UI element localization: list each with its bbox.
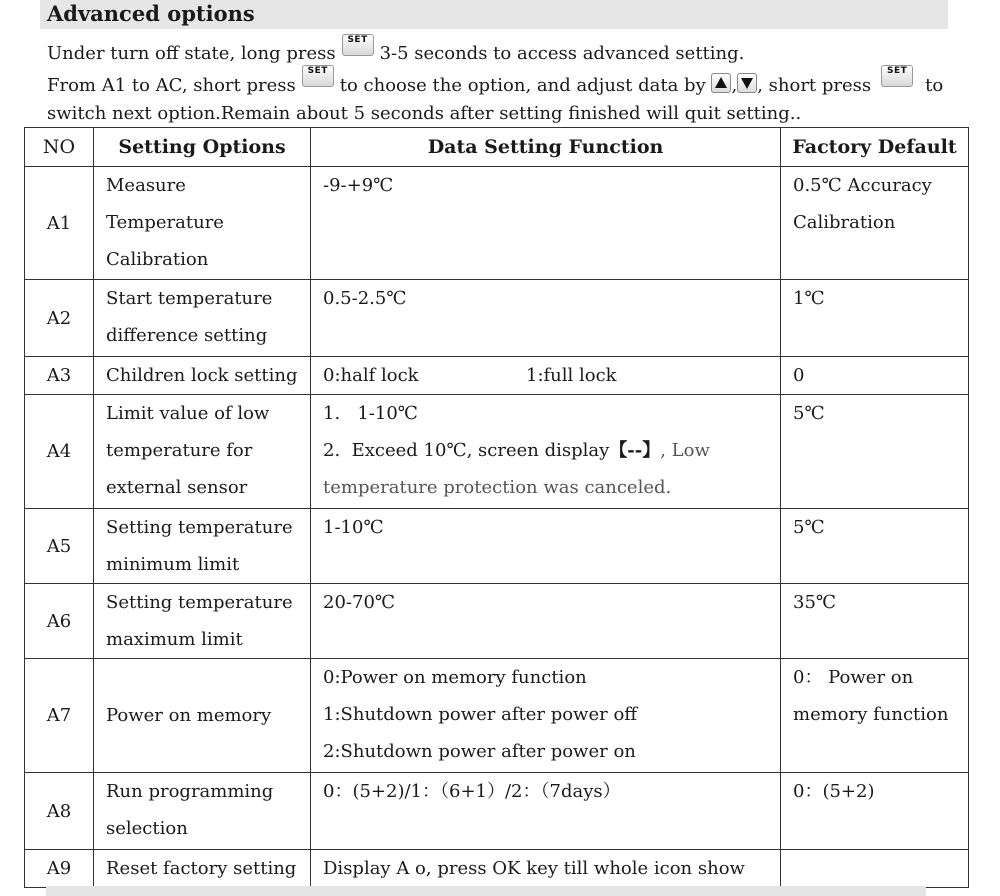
cell-line: 35℃ bbox=[793, 592, 837, 613]
cell-text: 【--】 bbox=[609, 440, 661, 461]
cell-line: difference setting bbox=[106, 325, 268, 346]
cell-line: Start temperature bbox=[106, 288, 273, 309]
down-arrow-key-icon bbox=[737, 73, 757, 93]
cell-line: Measure bbox=[106, 175, 186, 196]
intro-text: , short press bbox=[757, 75, 872, 96]
table-row bbox=[25, 167, 969, 280]
cell-line: 2:Shutdown power after power on bbox=[323, 741, 636, 762]
cell-line: 5℃ bbox=[793, 403, 825, 424]
row-function bbox=[311, 773, 781, 850]
row-default bbox=[781, 584, 969, 659]
row-no: A3 bbox=[25, 357, 94, 395]
row-function bbox=[311, 509, 781, 584]
cell-line: 0 bbox=[793, 365, 805, 386]
row-function bbox=[311, 357, 781, 395]
cell-line: 1. 1-10℃ bbox=[323, 403, 418, 424]
row-function bbox=[311, 850, 781, 888]
intro-text: to bbox=[925, 75, 944, 96]
row-option bbox=[94, 773, 311, 850]
cell-line: 0:Power on memory function bbox=[323, 667, 587, 688]
intro-line-3: switch next option.Remain about 5 seconds after setting finished will quit setting.. bbox=[47, 103, 802, 124]
cell-line: 0：(5+2)/1：（6+1）/2：（7days） bbox=[323, 781, 621, 802]
header-factory-default: Factory Default bbox=[781, 128, 969, 167]
table-row bbox=[25, 659, 969, 773]
row-no: A7 bbox=[25, 659, 94, 773]
cell-line: Limit value of low bbox=[106, 403, 270, 424]
cell-line: Setting temperature bbox=[106, 592, 293, 613]
row-option bbox=[94, 850, 311, 888]
row-no: A1 bbox=[25, 167, 94, 280]
cell-text: 1:full lock bbox=[526, 365, 617, 386]
row-option bbox=[94, 167, 311, 280]
row-option bbox=[94, 280, 311, 357]
cell-line: temperature for bbox=[106, 440, 253, 461]
cell-line: Run programming bbox=[106, 781, 274, 802]
cell-line: selection bbox=[106, 818, 188, 839]
up-arrow-key-icon bbox=[711, 73, 731, 93]
row-option bbox=[94, 659, 311, 773]
cell-text: , Low bbox=[660, 440, 710, 461]
cell-line: 0.5-2.5℃ bbox=[323, 288, 407, 309]
intro-line-1 bbox=[47, 35, 745, 66]
cell-line: Calibration bbox=[106, 249, 209, 270]
row-default bbox=[781, 659, 969, 773]
row-default bbox=[781, 850, 969, 888]
row-default bbox=[781, 357, 969, 395]
row-option bbox=[94, 509, 311, 584]
table-row bbox=[25, 773, 969, 850]
intro-line-2 bbox=[47, 66, 944, 98]
cell-line: 1:Shutdown power after power off bbox=[323, 704, 638, 725]
next-section-bar bbox=[46, 886, 926, 896]
row-default bbox=[781, 280, 969, 357]
cell-line: 0：(5+2) bbox=[793, 781, 875, 802]
cell-line: 0： Power on bbox=[793, 667, 914, 688]
row-default bbox=[781, 773, 969, 850]
header-data-setting-function: Data Setting Function bbox=[311, 128, 781, 167]
intro-text: , bbox=[731, 75, 738, 96]
table-row bbox=[25, 509, 969, 584]
cell-line: Reset factory setting bbox=[106, 858, 297, 879]
table-row bbox=[25, 280, 969, 357]
cell-line: minimum limit bbox=[106, 554, 240, 575]
table-row bbox=[25, 395, 969, 509]
cell-text: 2. Exceed 10℃, screen display bbox=[323, 440, 610, 461]
cell-line: temperature protection was canceled. bbox=[323, 477, 672, 498]
row-function bbox=[311, 659, 781, 773]
header-no: NO bbox=[25, 128, 94, 167]
row-function bbox=[311, 584, 781, 659]
table-row bbox=[25, 584, 969, 659]
section-title: Advanced options bbox=[47, 1, 255, 26]
cell-text: 0:half lock bbox=[323, 365, 419, 386]
set-key-icon: SET bbox=[881, 65, 913, 87]
row-no: A5 bbox=[25, 509, 94, 584]
cell-line: Setting temperature bbox=[106, 517, 293, 538]
row-no: A8 bbox=[25, 773, 94, 850]
row-function bbox=[311, 167, 781, 280]
cell-line: 1℃ bbox=[793, 288, 825, 309]
table-row bbox=[25, 850, 969, 888]
cell-line: 1-10℃ bbox=[323, 517, 384, 538]
row-default bbox=[781, 509, 969, 584]
header-setting-options: Setting Options bbox=[94, 128, 311, 167]
set-key-icon: SET bbox=[302, 65, 334, 87]
intro-text: Under turn off state, long press bbox=[47, 43, 336, 64]
row-function bbox=[311, 395, 781, 509]
table-row bbox=[25, 357, 969, 395]
row-no: A9 bbox=[25, 850, 94, 888]
cell-line: -9-+9℃ bbox=[323, 175, 394, 196]
row-no: A4 bbox=[25, 395, 94, 509]
cell-line: 20-70℃ bbox=[323, 592, 396, 613]
row-option bbox=[94, 584, 311, 659]
row-no: A6 bbox=[25, 584, 94, 659]
row-option bbox=[94, 357, 311, 395]
cell-line: Temperature bbox=[106, 212, 224, 233]
row-option bbox=[94, 395, 311, 509]
row-default bbox=[781, 395, 969, 509]
table-header-row bbox=[25, 128, 969, 167]
cell-line: Display A o, press OK key till whole icon show bbox=[323, 858, 745, 879]
advanced-options-table bbox=[24, 127, 969, 888]
cell-line: memory function bbox=[793, 704, 949, 725]
cell-line: 5℃ bbox=[793, 517, 825, 538]
intro-text: From A1 to AC, short press bbox=[47, 75, 296, 96]
cell-line: external sensor bbox=[106, 477, 248, 498]
cell-line bbox=[323, 432, 780, 469]
row-no: A2 bbox=[25, 280, 94, 357]
cell-line: Children lock setting bbox=[106, 365, 298, 386]
cell-line: 0.5℃ Accuracy bbox=[793, 175, 932, 196]
cell-line: Calibration bbox=[793, 212, 896, 233]
row-function bbox=[311, 280, 781, 357]
cell-line: maximum limit bbox=[106, 629, 243, 650]
cell-line: Power on memory bbox=[106, 705, 272, 726]
row-default bbox=[781, 167, 969, 280]
intro-text: 3-5 seconds to access advanced setting. bbox=[379, 43, 745, 64]
set-key-icon: SET bbox=[342, 34, 374, 56]
intro-text: to choose the option, and adjust data by bbox=[339, 75, 706, 96]
